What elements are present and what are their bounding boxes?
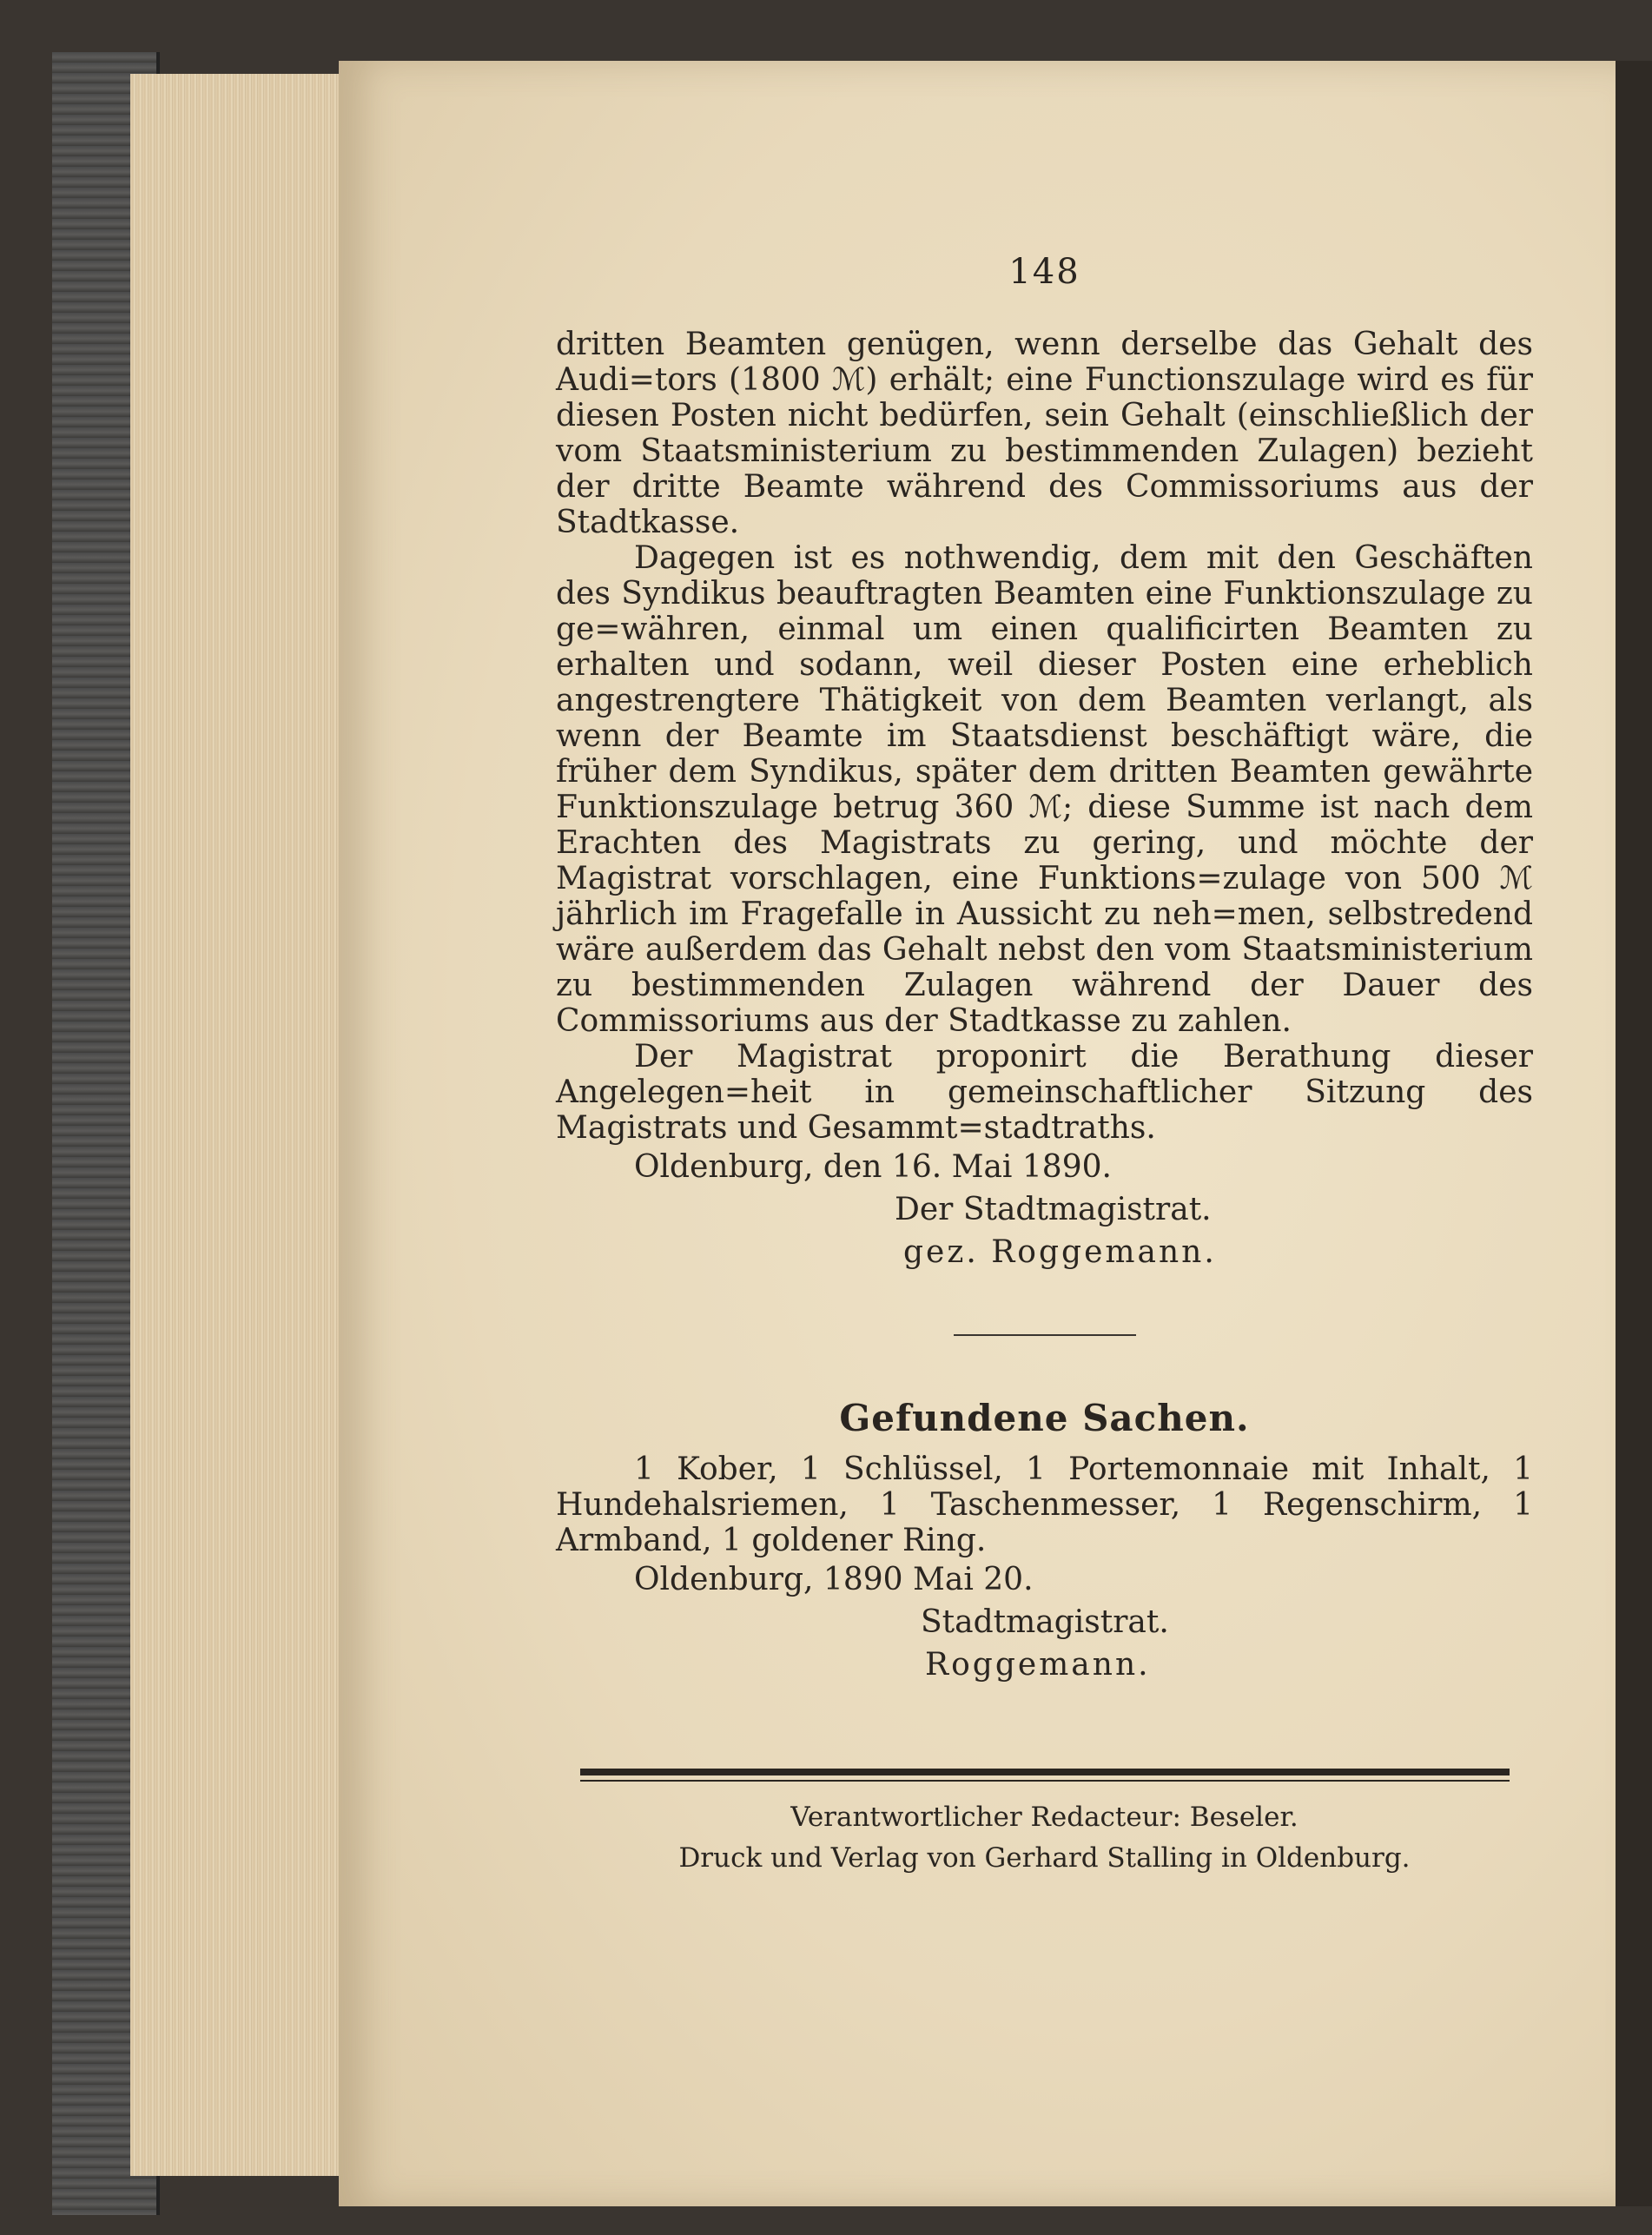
page-stack-edges <box>130 74 347 2176</box>
page-number: 148 <box>1008 252 1080 292</box>
footer-editor: Verantwortlicher Redacteur: Beseler. <box>790 1802 1298 1833</box>
footer-heavy-rule <box>580 1769 1510 1775</box>
signature-place-date: Oldenburg, den 16. Mai 1890. <box>634 1149 1112 1185</box>
paragraph-1: dritten Beamten genügen, wenn derselbe das Gehalt des Audi=tors (1800 ℳ) erhält; eine Functionszulage wird es für diesen Posten nicht bedürfen, sein Gehalt (einschließlich der vom Staatsministerium zu bestimmenden Zulagen) bezieht der dritte Beamte während des Commissoriums aus der Stadtkasse. <box>556 327 1533 540</box>
paragraph-3: Der Magistrat proponirt die Berathung dieser Angelegen=heit in gemeinschaftlicher Sitzung des Magistrats und Gesammt=stadtraths. <box>556 1039 1533 1146</box>
book-gutter-right <box>1616 61 1652 2206</box>
found-items-heading: Gefundene Sachen. <box>839 1397 1250 1439</box>
footer-thin-rule <box>580 1780 1510 1782</box>
paragraph-2: Dagegen ist es nothwendig, dem mit den Geschäften des Syndikus beauftragten Beamten eine Funktionszulage zu ge=währen, einmal um einen qualificirten Beamten zu erhalten und sodann, weil dieser Posten eine erheblich angestrengtere Thätigkeit von dem Beamten verlangt, als wenn der Beamte im Staatsdienst beschäftigt wäre, die früher dem Syndikus, später dem dritten Beamten gewährte Funktionszulage betrug 360 ℳ; diese Summe ist nach dem Erachten des Magistrats zu gering, und möchte der Magistrat vorschlagen, eine Funktions=zulage von 500 ℳ jährlich im Fragefalle in Aussicht zu neh=men, selbstredend wäre außerdem das Gehalt nebst den vom Staatsministerium zu bestimmenden Zulagen während der Dauer des Commissoriums aus der Stadtkasse zu zahlen. <box>556 540 1533 1039</box>
found-items-signed: Roggemann. <box>925 1647 1151 1683</box>
signature-authority: Der Stadtmagistrat. <box>895 1192 1212 1227</box>
footer-publisher: Druck und Verlag von Gerhard Stalling in Oldenburg. <box>678 1842 1411 1874</box>
signature-signed: gez. Roggemann. <box>903 1234 1217 1270</box>
found-items-text: 1 Kober, 1 Schlüssel, 1 Portemonnaie mit Inhalt, 1 Hundehalsriemen, 1 Taschenmesser, 1 Regenschirm, 1 Armband, 1 goldener Ring. <box>556 1451 1533 1558</box>
section-divider <box>954 1334 1136 1336</box>
book-page <box>339 61 1616 2206</box>
page-text-block <box>556 252 1533 1879</box>
found-items-authority: Stadtmagistrat. <box>921 1604 1169 1640</box>
found-items-place-date: Oldenburg, 1890 Mai 20. <box>634 1562 1034 1597</box>
